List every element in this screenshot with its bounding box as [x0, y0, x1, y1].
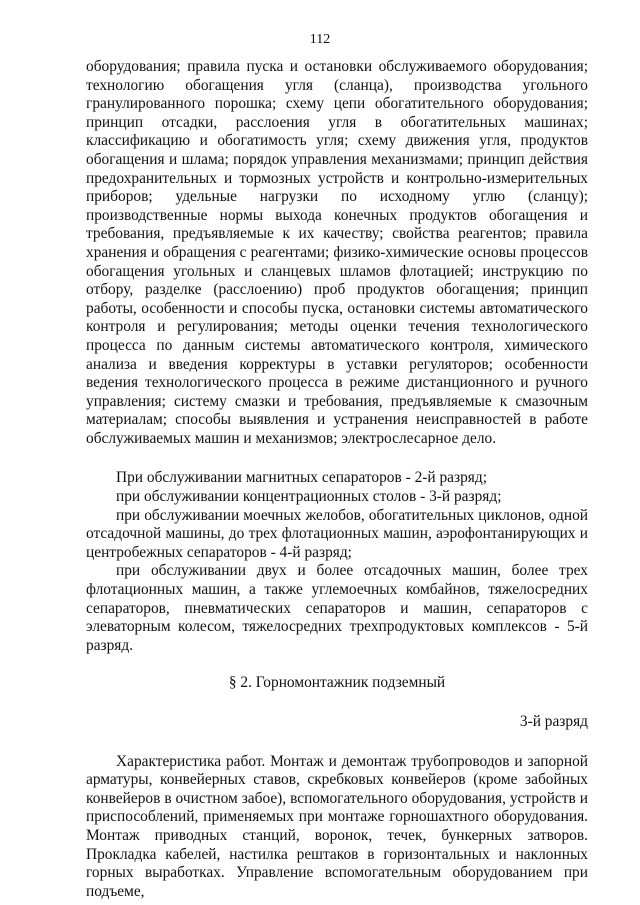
rank-label: 3-й разряд: [519, 713, 588, 730]
page-body: [86, 58, 588, 901]
section-title: § 2. Горномонтажник подземный: [228, 674, 446, 692]
characteristics-paragraph: Характеристика работ. Монтаж и демонтаж трубопроводов и запорной арматуры, конвейерных ставов, скребковых конвейеров (кроме забойных конвейеров в очистном забое), вспомогательного оборудования, устройств и приспособлений, применяемых при монтаже горношахтного оборудования. Монтаж приводных станций, воронок, течек, бункерных затворов. Прокладка кабелей, настилка рештаков в горизонтальных и наклонных горных выработках. Управление вспомогательным оборудованием при подъеме,: [86, 752, 588, 900]
rank-paragraph-washing-troughs: при обслуживании моечных желобов, обогатительных циклонов, одной отсадочной машины, до трех флотационных машин, аэрофонтанирующих и центробежных сепараторов - 4-й разряд;: [86, 506, 588, 561]
rank-paragraph-magnetic-separators: При обслуживании магнитных сепараторов - 2-й разряд;: [116, 469, 487, 487]
rank-paragraph-jigging-machines: при обслуживании двух и более отсадочных машин, более трех флотационных машин, а также углемоечных комбайнов, тяжелосредних сепараторов, пневматических сепараторов и машин, сепараторов с элеваторным колесом, тяжелосредних трехпродуктовых комплексов - 5-й разряд.: [86, 562, 588, 654]
intro-paragraph: оборудования; правила пуска и остановки обслуживаемого оборудования; технологию обогащения угля (сланца), производства угольного гранулированного порошка; схему цепи обогатительного оборудования; принцип отсадки, расслоения угля в обогатительных машинах; классификацию и обогатимость угля; схему движения угля, продуктов обогащения и шлама; порядок управления механизмами; принцип действия предохранительных и тормозных устройств и контрольно-измерительных приборов; удельные нагрузки по исходному углю (сланцу); производственные нормы выхода конечных продуктов обогащения и требования, предъявляемые к их качеству; свойства реагентов; правила хранения и обращения с реагентами; физико-химические основы процессов обогащения угольных и сланцевых шламов флотацией; инструкцию по отбору, разделке (расслоению) проб продуктов обогащения; принцип работы, особенности и способы пуска, остановки системы автоматического контроля и регулирования; методы оценки течения технологического процесса по данным системы автоматического контроля, химического анализа и введения корректуры в уставки регуляторов; особенности ведения технологического процесса в режиме дистанционного и ручного управления; систему смазки и требования, предъявляемые к смазочным материалам; способы выявления и устранения неисправностей в работе обслуживаемых машин и механизмов; электрослесарное дело.: [86, 58, 588, 447]
page-number: 112: [309, 32, 331, 47]
rank-paragraph-concentration-tables: при обслуживании концентрационных столов - 3-й разряд;: [116, 488, 502, 506]
